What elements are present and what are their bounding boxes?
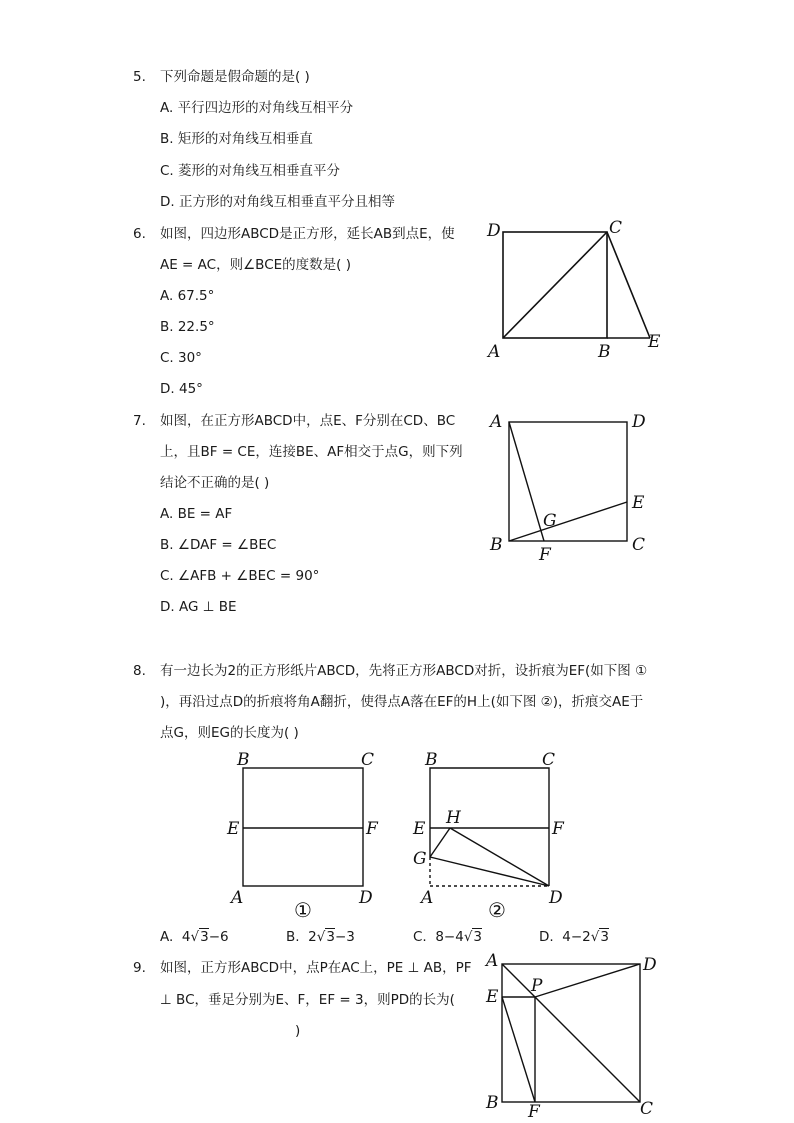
question-number: 7. <box>133 413 146 429</box>
option-d: D. 4−2√3 <box>539 929 609 945</box>
label-G: G <box>543 511 557 531</box>
label-D: D <box>359 888 373 908</box>
label-F: F <box>539 545 551 565</box>
option-b: B. 22.5° <box>160 319 215 335</box>
option-d: D. 45° <box>160 381 203 397</box>
label-D: D <box>632 412 646 432</box>
option-c: C. 8−4√3 <box>413 929 483 945</box>
radicand: 3 <box>473 929 483 945</box>
label-B: B <box>490 535 503 555</box>
label-E: E <box>486 987 499 1007</box>
label-A: A <box>486 951 499 971</box>
label-E: E <box>227 819 240 839</box>
question-stem-line1: 如图，在正方形ABCD中，点E、F分别在CD、BC <box>160 413 456 429</box>
label-A: A <box>421 888 434 908</box>
option-d: D. 正方形的对角线互相垂直平分且相等 <box>160 194 395 210</box>
question-stem-line3: ) <box>295 1023 301 1039</box>
label-B: B <box>425 750 438 770</box>
option-c: C. 菱形的对角线互相垂直平分 <box>160 163 341 179</box>
label-C: C <box>361 750 375 770</box>
option-a: A. 67.5° <box>160 288 215 304</box>
label-C: C <box>632 535 646 555</box>
label-B: B <box>598 342 611 362</box>
label-A: A <box>488 342 501 362</box>
option-a: A. BE = AF <box>160 506 233 522</box>
label-B: B <box>486 1093 499 1113</box>
label-D: D <box>643 955 657 975</box>
option-b: B. 2√3−3 <box>286 929 355 945</box>
question-stem-line2: ⊥ BC，垂足分别为E、F，EF = 3，则PD的长为( <box>160 992 455 1008</box>
label-F: F <box>366 819 378 839</box>
radicand: 3 <box>600 929 609 945</box>
question-stem-line2: )，再沿过点D的折痕将角A翻折，使得点A落在EF的H上(如下图 ②)，折痕交AE于 <box>160 694 644 710</box>
question-stem-line1: 如图，四边形ABCD是正方形，延长AB到点E，使 <box>160 226 455 242</box>
label-C: C <box>640 1099 654 1119</box>
question-stem-line1: 有一边长为2的正方形纸片ABCD，先将正方形ABCD对折，设折痕为EF(如下图 ① <box>160 663 648 679</box>
option-b: B. 矩形的对角线互相垂直 <box>160 131 313 147</box>
figure-tag-1: ① <box>294 898 312 922</box>
label-G: G <box>413 849 427 869</box>
label-F: F <box>528 1102 540 1122</box>
label-E: E <box>632 493 645 513</box>
label-D: D <box>549 888 563 908</box>
question-number: 5. <box>133 69 146 85</box>
radicand: 3 <box>326 929 335 945</box>
radicand: 3 <box>200 929 209 945</box>
label-A: A <box>231 888 244 908</box>
label-C: C <box>542 750 556 770</box>
label-F: F <box>552 819 564 839</box>
question-stem-line1: 如图，正方形ABCD中，点P在AC上，PE ⊥ AB，PF <box>160 960 472 976</box>
question-stem-line2: AE = AC，则∠BCE的度数是( ) <box>160 257 351 273</box>
option-d: D. AG ⊥ BE <box>160 599 237 615</box>
option-b: B. ∠DAF = ∠BEC <box>160 537 277 553</box>
label-H: H <box>446 808 461 828</box>
option-a: A. 4√3−6 <box>160 929 229 945</box>
question-stem: 下列命题是假命题的是( ) <box>160 69 310 85</box>
label-E: E <box>413 819 426 839</box>
label-D: D <box>487 221 501 241</box>
question-stem-line3: 结论不正确的是( ) <box>160 475 270 491</box>
figure-tag-2: ② <box>488 898 506 922</box>
question-number: 9. <box>133 960 146 976</box>
question-stem-line2: 上，且BF = CE，连接BE、AF相交于点G，则下列 <box>160 444 463 460</box>
label-E: E <box>648 332 661 352</box>
label-P: P <box>531 976 543 996</box>
option-a: A. 平行四边形的对角线互相平分 <box>160 100 354 116</box>
label-C: C <box>609 218 623 238</box>
label-A: A <box>490 412 503 432</box>
option-c: C. ∠AFB + ∠BEC = 90° <box>160 568 320 584</box>
question-stem-line3: 点G，则EG的长度为( ) <box>160 725 299 741</box>
question-number: 8. <box>133 663 146 679</box>
label-B: B <box>237 750 250 770</box>
question-number: 6. <box>133 226 146 242</box>
option-c: C. 30° <box>160 350 202 366</box>
